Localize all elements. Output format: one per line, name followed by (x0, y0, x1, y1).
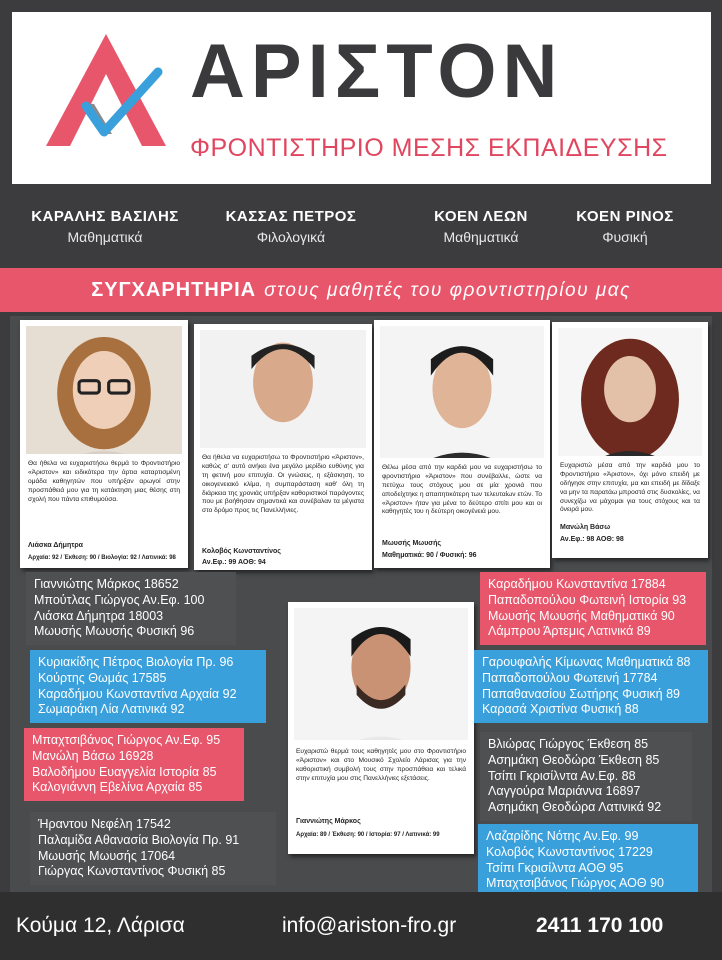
result-line: Σωμαράκη Λία Λατινικά 92 (38, 702, 185, 717)
student-grades: Αρχαία: 89 / Έκθεση: 90 / Ιστορία: 97 / Λατινικά: 99 (296, 832, 440, 838)
result-line: Κούρτης Θωμάς 17585 (38, 670, 167, 685)
student-grades: Αρχαία: 92 / Έκθεση: 90 / Βιολογία: 92 / Λατινικά: 98 (28, 555, 176, 561)
student-name: Κολοβός Κωνσταντίνος (202, 548, 281, 555)
student-photo (380, 326, 544, 458)
result-line: Ήραντου Νεφέλη 17542 (38, 817, 171, 831)
result-line: Τσίπι Γκρισίλντα Αν.Εφ. 88 (488, 768, 636, 783)
results-panel-left-3 (24, 728, 244, 801)
results-panel-left-4 (30, 812, 276, 885)
result-line: Λαγγούρα Μαριάννα 16897 (488, 784, 641, 799)
result-line: Καλογιάννη Εβελίνα Αρχαία 85 (32, 780, 203, 795)
student-name: Μωυσής Μωυσής (382, 540, 441, 547)
result-line: Καρασά Χριστίνα Φυσική 88 (482, 702, 639, 717)
result-line: Λάμπρου Άρτεμις Λατινικά 89 (488, 624, 651, 639)
banner-rest: στους μαθητές του φροντιστηρίου μας (264, 280, 631, 301)
student-quote: Θα ήθελα να ευχαριστήσω το Φροντιστήριο «Άριστον», καθώς σ' αυτό ανήκει ένα μεγάλο μερίδιο ευθύνης για τη φετινή μου επιτυχία. Οι γνώσεις, η εξάσκηση, το οικογενειακό κλίμα, η συμπαράσταση καθ' όλη τη διάρκεια της χρονιάς υπήρξαν καθοριστικοί παράγοντες που με βοήθησαν σημαντικά και συνέβαλαν τα μέγιστα στο δρόμο προς τις Πανελλήνιες. (202, 454, 364, 515)
results-panel-right-3 (480, 732, 692, 821)
student-name: Γιαννιώτης Μάρκος (296, 818, 361, 825)
result-line: Παπαθανασίου Σωτήρης Φυσική 89 (482, 686, 680, 701)
result-line: Λιάσκα Δήμητρα 18003 (34, 608, 164, 623)
teacher-name: ΚΟΕΝ ΛΕΩΝ (434, 208, 528, 225)
teacher-name: ΚΑΡΑΛΗΣ ΒΑΣΙΛΗΣ (31, 208, 179, 225)
result-line: Παπαδοπούλου Φωτεινή 17784 (482, 670, 658, 685)
student-card (194, 324, 372, 570)
result-line: Γαρουφαλής Κίμωνας Μαθηματικά 88 (482, 655, 691, 669)
result-line: Μωυσής Μωυσής Μαθηματικά 90 (488, 608, 675, 623)
student-quote: Ευχαριστώ θερμά τους καθηγητές μου στο Φροντιστήριο «Άριστον» και στο Μουσικό Σχολείο Λάρισας για την καθοριστική συμβολή τους στην προσπάθεια και τελικά στην επιτυχία μου στις Πανελλήνιες εξετάσεις. (296, 748, 466, 782)
result-line: Μπαχτσιβάνος Γιώργος ΑΟΘ 90 (486, 876, 664, 891)
student-card (374, 320, 550, 568)
footer-email[interactable]: info@ariston-fro.gr (282, 914, 457, 937)
results-panel-right-1 (480, 572, 706, 645)
student-photo (26, 326, 182, 454)
footer (0, 892, 722, 960)
results-panel-right-2 (474, 650, 708, 723)
result-line: Μανώλη Βάσω 16928 (32, 748, 154, 763)
student-name: Μανώλη Βάσω (560, 524, 611, 531)
result-line: Κυριακίδης Πέτρος Βιολογία Πρ. 96 (38, 655, 234, 669)
result-line: Ασημάκη Θεοδώρα Λατινικά 92 (488, 800, 662, 815)
student-quote: Ευχαριστώ μέσα από την καρδιά μου το Φροντιστήριο «Άριστον», όχι μόνο επειδή με οδήγησε στην επιτυχία, μα και επειδή με δίδαξε να μην τα παρατάω μπροστά στις δυσκολίες, να συνεχίζω να μάχομαι για τους στόχους και τα όνειρά μου. (560, 462, 700, 514)
teacher (540, 208, 710, 245)
result-line: Κολοβός Κωνσταντίνος 17229 (486, 844, 653, 859)
brand-name: ΑΡΙΣΤΟΝ (190, 29, 564, 114)
teacher-subject: Φυσική (602, 229, 648, 245)
result-line: Τσίπι Γκρισίλντα ΑΟΘ 95 (486, 860, 624, 875)
result-line: Παπαδοπούλου Φωτεινή Ιστορία 93 (488, 592, 687, 607)
result-line: Λαζαρίδης Νότης Αν.Εφ. 99 (486, 829, 639, 843)
result-line: Μωυσής Μωυσής 17064 (38, 848, 176, 863)
teacher-subject: Φιλολογικά (256, 229, 326, 245)
student-quote: Θέλω μέσα από την καρδιά μου να ευχαριστήσω το φροντιστήριο «Άριστον» που συνέβαλλε, ώστε να πετύχω τους στόχους μου σε μία χρονιά που αποδείχτηκε η απαιτητικότερη των τελευταίων ετών. Το «Άριστον» ήταν για μένα το δεύτερο σπίτι μου και οι καθηγητές του η δεύτερη οικογένειά μου. (382, 464, 542, 516)
teachers-row (0, 196, 722, 266)
header (0, 0, 722, 196)
result-line: Βαλοδήμου Ευαγγελία Ιστορία 85 (32, 764, 217, 779)
results-board (10, 316, 712, 892)
student-quote: Θα ήθελα να ευχαριστήσω θερμά το Φροντιστήριο «Άριστον» και ειδικότερα την άρτια καταρτισμένη ομάδα καθηγητών που υπήρξαν αρωγοί στην προσπάθειά μου για τη κατάκτηση μιας θέσης στη σχολή που πάντα επιθυμούσα. (28, 460, 180, 503)
result-line: Καραδήμου Κωνσταντίνα Αρχαία 92 (38, 686, 237, 701)
teacher-name: ΚΑΣΣΑΣ ΠΕΤΡΟΣ (225, 208, 357, 225)
result-line: Βλιώρας Γιώργος Έκθεση 85 (488, 737, 649, 751)
footer-address: Κούμα 12, Λάρισα (16, 914, 185, 937)
brand-tagline: ΦΡΟΝΤΙΣΤΗΡΙΟ ΜΕΣΗΣ ΕΚΠΑΙΔΕΥΣΗΣ (190, 134, 668, 162)
banner-strong: ΣΥΓΧΑΡΗΤΗΡΙΑ (91, 279, 257, 301)
teacher-subject: Μαθηματικά (67, 229, 143, 245)
teacher-subject: Μαθηματικά (443, 229, 519, 245)
results-panel-left-1 (26, 572, 236, 645)
student-photo (200, 330, 366, 448)
teacher (206, 208, 376, 245)
student-grades: Αν.Εφ.: 99 ΑΟΘ: 94 (202, 559, 266, 566)
student-card (552, 322, 708, 558)
student-grades: Μαθηματικά: 90 / Φυσική: 96 (382, 552, 477, 559)
teacher-name: ΚΟΕΝ ΡΙΝΟΣ (576, 208, 674, 225)
student-card (20, 320, 188, 568)
logo-box (12, 12, 711, 184)
student-card (288, 602, 474, 854)
student-name: Λιάσκα Δήμητρα (28, 542, 83, 549)
results-panel-left-2 (30, 650, 266, 723)
result-line: Γιαννιώτης Μάρκος 18652 (34, 577, 179, 591)
result-line: Καραδήμου Κωνσταντίνα 17884 (488, 577, 666, 591)
result-line: Ασημάκη Θεοδώρα Έκθεση 85 (488, 752, 660, 767)
results-panel-right-4 (478, 824, 698, 897)
result-line: Μπούτλας Γιώργος Αν.Εφ. 100 (34, 592, 205, 607)
footer-phone[interactable]: 2411 170 100 (536, 914, 664, 937)
result-line: Παλαμίδα Αθανασία Βιολογία Πρ. 91 (38, 832, 240, 847)
result-line: Μωυσής Μωυσής Φυσική 96 (34, 624, 195, 639)
result-line: Γιώργας Κωνσταντίνος Φυσική 85 (38, 864, 226, 879)
student-photo (294, 608, 468, 740)
student-grades: Αν.Εφ.: 98 ΑΟΘ: 98 (560, 536, 624, 543)
student-photo (558, 328, 702, 456)
result-line: Μπαχτσιβάνος Γιώργος Αν.Εφ. 95 (32, 733, 221, 747)
ariston-logo-icon (46, 34, 166, 146)
teacher (20, 208, 190, 245)
congrats-banner (0, 268, 722, 312)
